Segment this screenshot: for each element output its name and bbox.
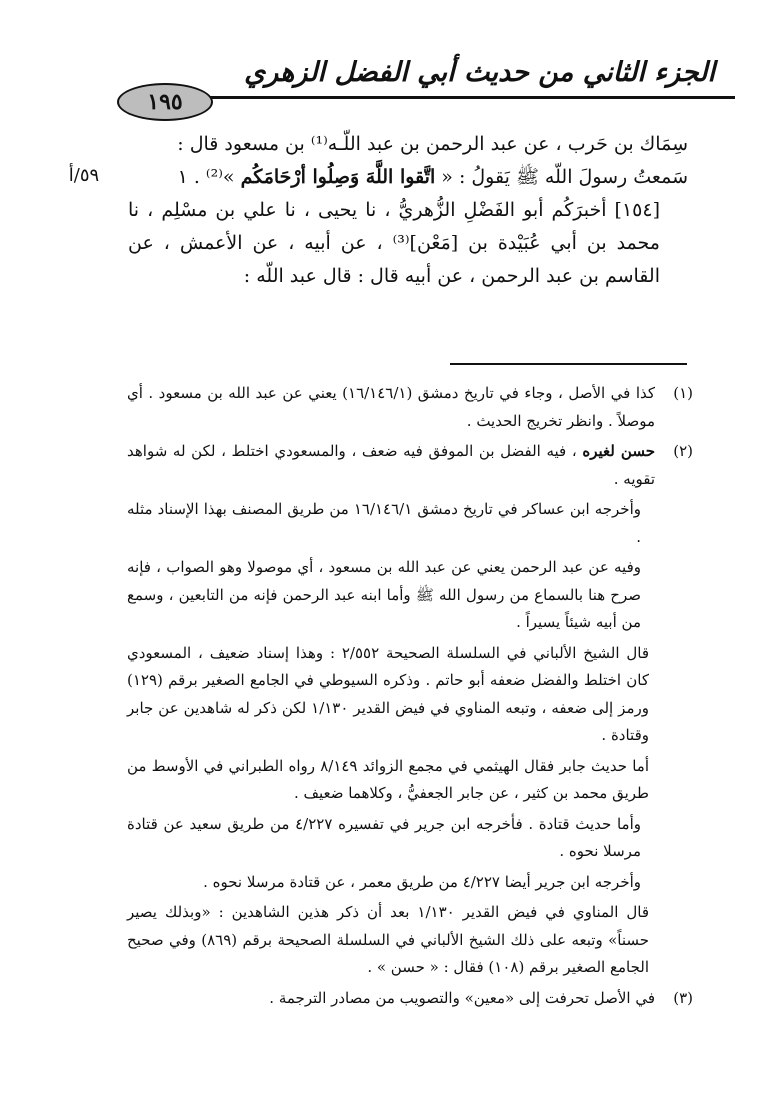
header-rule <box>200 96 735 99</box>
footnote-divider <box>450 363 687 365</box>
main-text <box>128 128 688 293</box>
manuscript-folio-note: ٥٩/أ <box>68 165 100 186</box>
footnote-paragraph: وفيه عن عبد الرحمن يعني عن عبد الله بن مسعود ، أي موصولا وهو الصواب ، فإنه صرح هنا بالسماع من رسول الله ﷺ وأما ابنه عبد الرحمن فإنه من التابعين ، وسمع من أبيه شيئاً يسيراً . <box>127 558 641 631</box>
page-number-badge: ١٩٥ <box>117 83 213 121</box>
footnote-number: (٢) <box>673 442 693 460</box>
footnote-paragraph: أما حديث جابر فقال الهيثمي في مجمع الزوائد ٨/١٤٩ رواه الطبراني في الأوسط من طريق محمد بن كثير ، عن جابر الجعفيُّ ، وكلاهما ضعيف . <box>127 756 649 802</box>
footnote-paragraph: كذا في الأصل ، وجاء في تاريخ دمشق (١٦/١٤٦/١) يعني عن عبد الله بن مسعود . أي موصلاً . وانظر تخريج الحديث . <box>127 384 655 430</box>
footnote-number: (٣) <box>673 988 693 1007</box>
hadith-quote: اتَّقوا اللَّهَ وَصِلُوا أرْحَامَكُم <box>240 166 436 188</box>
grading-text: ، فيه الفضل بن الموفق فيه ضعف ، والمسعودي اختلط ، لكن له شواهد تقويه . <box>127 442 655 488</box>
main-line-2 <box>128 161 688 194</box>
footnote-paragraph <box>127 438 655 493</box>
footnote-paragraph: قال الشيخ الألباني في السلسلة الصحيحة ٢/٥٥٢ : وهذا إسناد ضعيف ، المسعودي كان اختلط والفضل ضعفه أبو حاتم . وذكره السيوطي في الجامع الصغير برقم (١٢٩) ورمز إلى ضعفه ، وتبعه المناوي في فيض القدير ١/١٣٠ لكن ذكر له شاهدين عن جابر وقتادة . <box>127 643 649 744</box>
hadith-154: [١٥٤] أخبرَكُم أبو الفَضْلِ الزُّهريُّ ، نا يحيى ، نا علي بن مسْلِم ، نا محمد بن أبي عُبَيْدة بن [مَعْن]⁽³⁾ ، عن أبيه ، عن الأعمش ، عن القاسم بن عبد الرحمن ، عن أبيه قال : قال عبد اللّه : <box>128 199 660 287</box>
footnote-paragraph: وأما حديث قتادة . فأخرجه ابن جرير في تفسيره ٤/٢٢٧ من طريق سعيد عن قتادة مرسلا نحوه . <box>127 814 641 860</box>
footnote-paragraph: قال المناوي في فيض القدير ١/١٣٠ بعد أن ذكر هذين الشاهدين : «وبذلك يصير حسناً» وتبعه على ذلك الشيخ الألباني في السلسلة الصحيحة برقم (٨٦٩) وفي صحيح الجامع الصغير برقم (١٠٨) فقال : « حسن » . <box>127 903 650 976</box>
footnote-1 <box>127 380 693 438</box>
hadith-intro: سَمعتُ رسولَ اللّه ﷺ يَقولُ : « <box>435 166 688 188</box>
footnote-3 <box>127 985 693 1016</box>
footnote-paragraph: وأخرجه ابن عساكر في تاريخ دمشق ١٦/١٤٦/١ من طريق المصنف بهذا الإسناد مثله . <box>127 500 641 546</box>
hadith-end: »⁽²⁾ . ١ <box>177 166 241 188</box>
footnote-paragraph: في الأصل تحرفت إلى «معين» والتصويب من مصادر الترجمة . <box>269 988 655 1007</box>
footnotes <box>127 380 693 1015</box>
footnote-paragraph: وأخرجه ابن جرير أيضا ٤/٢٢٧ من طريق معمر ، عن قتادة مرسلا نحوه . <box>203 872 641 891</box>
running-header-title: الجزء الثاني من حديث أبي الفضل الزهري <box>244 57 715 88</box>
main-line-1: سِمَاك بن حَرب ، عن عبد الرحمن بن عبد اللّـه⁽¹⁾ بن مسعود قال : <box>177 133 688 155</box>
grading-label: حسن لغيره <box>582 442 655 460</box>
footnote-2 <box>127 438 693 985</box>
footnote-number: (١) <box>673 384 693 402</box>
